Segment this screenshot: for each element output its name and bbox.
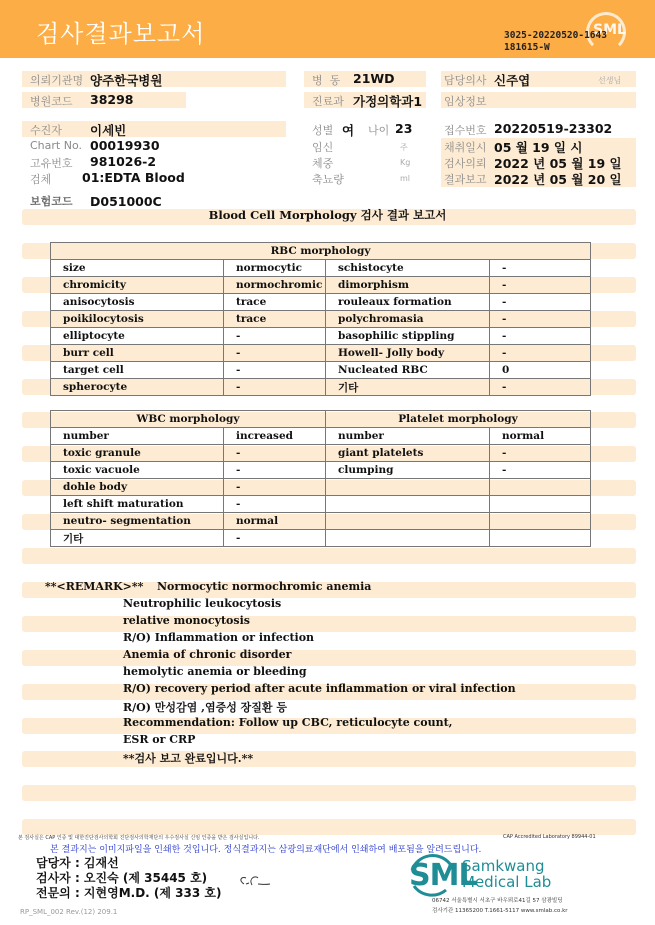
cap-accreditation: CAP Accredited Laboratory 89944-01 [503, 834, 596, 840]
finding-name: polychromasia [326, 311, 490, 328]
weight-label: 체중 [312, 157, 334, 170]
staff-in-charge: 담당자 : 김재선 [36, 856, 119, 870]
table-row [51, 479, 591, 496]
band [22, 650, 636, 666]
insurance-label: 보험코드 [30, 195, 73, 208]
remark-line: R/O) Inflammation or infection [123, 631, 315, 644]
dept-value: 가정의학과1 [353, 94, 423, 109]
finding-name: size [51, 260, 224, 277]
receipt-label: 접수번호 [444, 124, 487, 137]
specimen-label: 검체 [30, 173, 52, 186]
finding-name [326, 496, 490, 513]
clinical-info-label: 임상정보 [444, 95, 487, 108]
table-row [51, 311, 591, 328]
remark-line: Recommendation: Follow up CBC, reticulocyte count, [123, 716, 453, 729]
table-row [51, 379, 591, 396]
remark-label: **<REMARK>** [45, 580, 144, 593]
band [22, 751, 636, 767]
finding-value [490, 479, 591, 496]
finding-name: anisocytosis [51, 294, 224, 311]
receipt-value: 20220519-23302 [494, 121, 613, 136]
lab-name [462, 858, 551, 890]
table-row [51, 530, 591, 547]
doctor-label: 담당의사 [444, 74, 487, 87]
finding-value: normal [490, 428, 591, 445]
remark-line: Normocytic normochromic anemia [157, 580, 372, 593]
result-label: 결과보고 [444, 173, 487, 186]
finding-value: - [224, 345, 326, 362]
finding-name: dimorphism [326, 277, 490, 294]
doctor-value: 신주엽 [494, 73, 531, 88]
finding-name: number [326, 428, 490, 445]
report-title: Blood Cell Morphology 검사 결과 보고서 [208, 208, 447, 222]
weight-unit: Kg [400, 158, 411, 167]
insurance-value: D051000C [90, 194, 162, 209]
revision-code: RP_SML_002 Rev.(12) 209.1 [20, 908, 118, 916]
ward-label: 병 동 [312, 74, 341, 87]
finding-value: - [490, 445, 591, 462]
finding-value: 0 [490, 362, 591, 379]
finding-value [490, 496, 591, 513]
finding-name: elliptocyte [51, 328, 224, 345]
band [22, 616, 636, 632]
collect-label: 채취일시 [444, 141, 487, 154]
dept-label: 진료과 [312, 95, 344, 108]
platelet-table-title: Platelet morphology [326, 411, 591, 428]
hospital-code-label: 병원코드 [30, 95, 73, 108]
finding-name: 기타 [51, 530, 224, 547]
finding-value: - [490, 328, 591, 345]
remark-line: R/O) recovery period after acute inflammation or viral infection [123, 682, 516, 695]
table-row [51, 462, 591, 479]
finding-value: - [490, 277, 591, 294]
finding-name: giant platelets [326, 445, 490, 462]
staff-list [36, 856, 221, 901]
page-title: 검사결과보고서 [36, 20, 206, 48]
finding-value: - [490, 294, 591, 311]
table-row [51, 445, 591, 462]
print-note: 본 결과지는 이미지파일을 인쇄한 것입니다. 정식결과지는 삼광의료재단에서 인쇄하여 배포됨을 알려드립니다. [50, 845, 482, 855]
finding-name: rouleaux formation [326, 294, 490, 311]
specialist: 전문의 : 지현영M.D. (제 333 호) [36, 886, 222, 900]
sex-value: 여 [342, 123, 355, 138]
age-label: 나이 [368, 124, 390, 137]
remark-line: R/O) 만성감염 ,염증성 장질환 등 [123, 701, 287, 714]
finding-name: poikilocytosis [51, 311, 224, 328]
rbc-table-title: RBC morphology [51, 243, 591, 260]
lab-name-line: Samkwang [462, 857, 545, 875]
table-row [51, 294, 591, 311]
finding-value: - [224, 379, 326, 396]
wbc-platelet-table [50, 410, 591, 547]
finding-name: clumping [326, 462, 490, 479]
institution-value: 양주한국병원 [90, 73, 163, 88]
remark-line: Neutrophilic leukocytosis [123, 597, 282, 610]
lab-contact: 검사기관 11365200 T.1661-5117 www.smlab.co.kr [432, 908, 568, 914]
patient-label: 수진자 [30, 124, 62, 137]
finding-value: - [490, 345, 591, 362]
hospital-code-value: 38298 [90, 92, 134, 107]
band [22, 819, 636, 835]
finding-name: spherocyte [51, 379, 224, 396]
report-number-line: 3025-20220520-1643 [504, 30, 607, 41]
finding-value: - [490, 311, 591, 328]
result-value: 2022 년 05 월 20 일 [494, 172, 622, 187]
finding-value: normal [224, 513, 326, 530]
wbc-table-title: WBC morphology [51, 411, 326, 428]
finding-name: basophilic stippling [326, 328, 490, 345]
id-value: 981026-2 [90, 154, 157, 169]
finding-value: - [224, 362, 326, 379]
table-row [51, 513, 591, 530]
table-row [51, 328, 591, 345]
urine-label: 축뇨량 [312, 173, 344, 186]
chart-label: Chart No. [30, 139, 82, 152]
finding-value: trace [224, 311, 326, 328]
finding-name: burr cell [51, 345, 224, 362]
institution-label: 의뢰기관명 [30, 74, 84, 87]
finding-name [326, 513, 490, 530]
finding-name: target cell [51, 362, 224, 379]
patient-value: 이세빈 [90, 123, 127, 138]
table-row [51, 260, 591, 277]
collect-value: 05 월 19 일 시 [494, 140, 583, 155]
report-number-line: 181615-W [504, 42, 550, 53]
pregnancy-label: 임신 [312, 141, 334, 154]
finding-name [326, 530, 490, 547]
lab-name-line: Medical Lab [462, 873, 552, 891]
table-row [51, 345, 591, 362]
rbc-morphology-table [50, 242, 591, 396]
urine-unit: ml [400, 174, 411, 183]
age-value: 23 [395, 121, 413, 136]
specimen-value: 01:EDTA Blood [82, 170, 185, 185]
request-label: 검사의뢰 [444, 157, 487, 170]
finding-value: - [224, 496, 326, 513]
remark-line: Anemia of chronic disorder [123, 648, 292, 661]
ward-value: 21WD [353, 71, 395, 86]
finding-value: - [224, 479, 326, 496]
sex-label: 성별 [312, 124, 334, 137]
finding-name [326, 479, 490, 496]
finding-name: Nucleated RBC [326, 362, 490, 379]
signature [236, 872, 276, 892]
finding-name: Howell- Jolly body [326, 345, 490, 362]
table-row [51, 428, 591, 445]
finding-value: normochromic [224, 277, 326, 294]
finding-value: - [490, 379, 591, 396]
id-label: 고유번호 [30, 157, 73, 170]
finding-value: trace [224, 294, 326, 311]
sml-logo-text: SML [593, 22, 626, 38]
finding-value [490, 530, 591, 547]
finding-value: - [224, 328, 326, 345]
doctor-suffix: 선생님 [598, 76, 622, 85]
report-number [504, 30, 607, 54]
finding-name: 기타 [326, 379, 490, 396]
remark-line: relative monocytosis [123, 614, 250, 627]
finding-name: dohle body [51, 479, 224, 496]
table-row [51, 496, 591, 513]
chart-value: 00019930 [90, 138, 160, 153]
finding-value: - [224, 445, 326, 462]
tester: 검사자 : 오진숙 (제 35445 호) [36, 871, 208, 885]
finding-name: toxic vacuole [51, 462, 224, 479]
table-row [51, 362, 591, 379]
band [22, 548, 636, 564]
finding-value: - [224, 462, 326, 479]
remark-line: hemolytic anemia or bleeding [123, 665, 307, 678]
band [22, 785, 636, 801]
finding-value: - [224, 530, 326, 547]
table-row [51, 277, 591, 294]
finding-name: toxic granule [51, 445, 224, 462]
pregnancy-unit: 주 [400, 143, 408, 152]
cap-note: 본 검사실은 CAP 인증 및 대한진단검사의학회 진단검사의학재단의 우수검사실 신임 인증을 받은 검사실입니다. [18, 835, 260, 841]
finding-value: - [490, 260, 591, 277]
finding-name: schistocyte [326, 260, 490, 277]
remark-line: **검사 보고 완료입니다.** [123, 752, 254, 765]
finding-value: normocytic [224, 260, 326, 277]
finding-name: neutro- segmentation [51, 513, 224, 530]
finding-name: left shift maturation [51, 496, 224, 513]
finding-name: number [51, 428, 224, 445]
finding-name: chromicity [51, 277, 224, 294]
request-value: 2022 년 05 월 19 일 [494, 156, 622, 171]
finding-value: increased [224, 428, 326, 445]
finding-value [490, 513, 591, 530]
lab-address: 06742 서울특별시 서초구 바우뫼로41길 57 삼광빌딩 [432, 898, 563, 904]
finding-value: - [490, 462, 591, 479]
remark-line: ESR or CRP [123, 733, 196, 746]
sml-lab-logo: SML [409, 858, 477, 893]
